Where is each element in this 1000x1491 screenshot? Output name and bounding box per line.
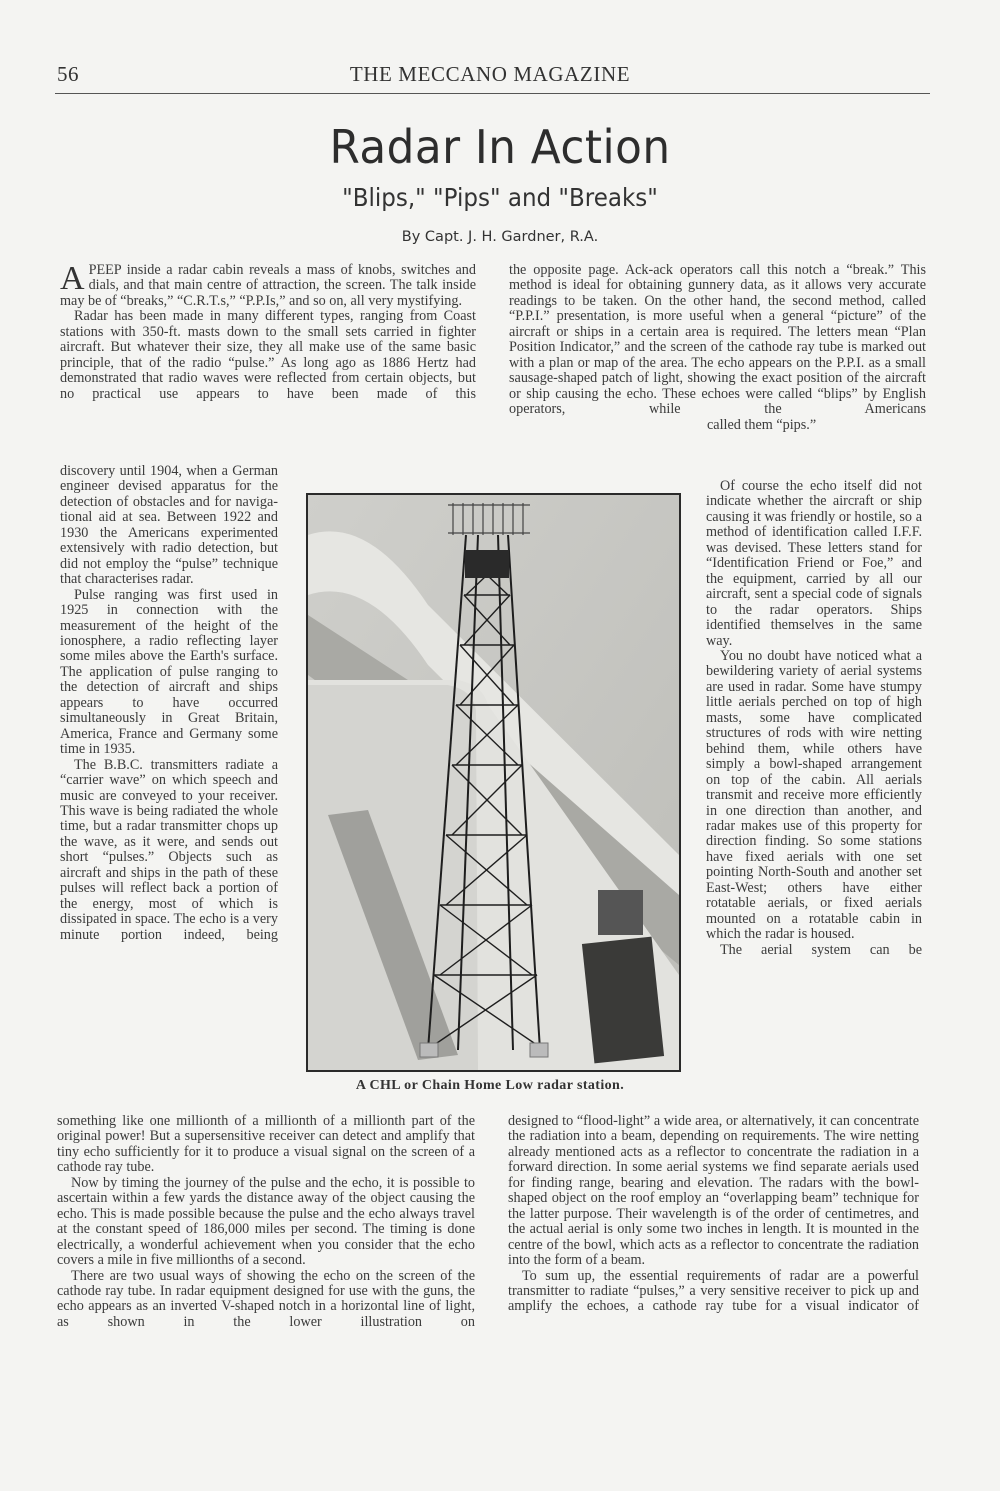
magazine-title: THE MECCANO MAGAZINE: [349, 62, 631, 86]
radar-station-photo: [306, 493, 681, 1072]
paragraph-start: The aerial system can be: [720, 941, 922, 958]
left-column-narrow: [60, 464, 278, 943]
paragraph: The B.B.C. transmitters radiate a “carrier wave” on which speech and music are conveyed to your receiver. This wave is being radiated the whole time, but a radar transmitter chops up the wave, as it were, and sends out short “pulses.” Objects such as aircraft and ships in the path of these pulses will reflect back a portion of the energy, most of which is dissipated in space. The echo is a very minute portion indeed, being: [60, 756, 278, 943]
drop-cap: A: [60, 260, 85, 297]
page-number: 56: [57, 62, 79, 86]
article-title: Radar In Action: [329, 120, 671, 174]
right-column-top: [509, 263, 926, 433]
paragraph-continued: designed to “flood-light” a wide area, or alternatively, it can concentrate the radiation into a beam, depending on requirements. The wire netting already mentioned acts as a reflector to concentrate the radiation in a forward direction. In some aerial systems we find separate aerials used for finding range, bearing and elevation. The radars with the bowl-shaped object on the roof employ an “overlapping beam” technique for the latter purpose. Their wavelength is of the order of centimetres, and the actual aerial is only some two inches in length. It is mounted in the centre of the bowl, which acts as a reflector to concentrate the radiation into the form of a beam.: [508, 1113, 919, 1269]
paragraph-continued: discovery until 1904, when a German engineer devised apparatus for the detection of obstacles and for navigational aid at sea. Between 1922 and 1930 the Americans experimented extensively with radio detection, but did not employ the “pulse” technique that characterises radar.: [60, 463, 278, 588]
photo-caption: A CHL or Chain Home Low radar station.: [355, 1078, 625, 1093]
paragraph-continued: the opposite page. Ack-ack operators call this notch a “break.” This method is ideal for obtaining gunnery data, as it allows very accurate readings to be taken. On the other hand, the second method, called “P.P.I.” presentation, is more useful when a general “picture” of the aircraft or ships in a certain area is required. The letters mean “Plan Position Indicator,” and the screen of the cathode ray tube is marked out with a plan or map of the area. The echo appears on the P.P.I. as a small sausage-shaped patch of light, showing the exact position of the aircraft or ship causing the echo. These echoes were called “blips” by English operators, while the Americans: [509, 262, 926, 418]
paragraph: Pulse ranging was first used in 1925 in connection with the measurement of the height of the ionosphere, a radio reflecting layer some miles above the Earth's surface. The application of pulse ranging to the detection of aircraft and ships appears to have occurred simultaneously in Great Britain, America, France and Germany some time in 1935.: [60, 586, 278, 758]
paragraph: There are two usual ways of showing the echo on the screen of the cathode ray tube. In radar equipment designed for use with the guns, the echo appears as an inverted V-shaped notch in a horizontal line of light, as shown in the lower illustration on: [57, 1267, 475, 1330]
paragraph-intro: [60, 260, 476, 309]
paragraph: Radar has been made in many different types, ranging from Coast stations with 350-ft. masts down to the small sets carried in fighter aircraft. But whatever their size, they all make use of the same basic principle, that of the radio “pulse.” As long ago as 1886 Hertz had demonstrated that radio waves were reflected from certain objects, but no practical use appears to have been made of this: [60, 308, 476, 402]
article-subtitle: "Blips," "Pips" and "Breaks": [342, 183, 658, 212]
right-column-narrow: [706, 479, 922, 958]
byline: By Capt. J. H. Gardner, R.A.: [401, 229, 599, 245]
radar-tower-illustration: [308, 495, 679, 1070]
building: [582, 937, 664, 1064]
tower-footing: [420, 1043, 438, 1057]
paragraph: Of course the echo itself did not indicate whether the aircraft or ship causing it was friendly or hostile, so a method of identification called I.F.F. was devised. These letters stand for “Identification Friend or Foe,” and the equipment, carried by all our aircraft, sent a special code of signals to the radar operators. Ships identified themselves in the same way.: [706, 478, 922, 649]
paragraph: To sum up, the essential requirements of radar are a powerful transmitter to radiate “pulses,” a very sensitive receiver to pick up and amplify the echoes, a cathode ray tube for a visual indicator of: [508, 1267, 919, 1315]
paragraph-tail: called them “pips.”: [707, 416, 817, 433]
left-column-bottom: [57, 1114, 475, 1330]
paragraph-continued: something like one millionth of a millionth of a millionth part of the original power! But a supersensitive receiver can detect and amplify that tiny echo sufficiently for it to produce a visual signal on the screen of a cathode ray tube.: [57, 1113, 475, 1176]
paragraph-text: PEEP inside a radar cabin reveals a mass of knobs, switches and dials, and that main centre of attraction, the screen. The talk inside may be of “breaks,” “C.R.T.s,” “P.P.Is,” and so on, all very mystifying.: [60, 262, 476, 309]
tower-platform: [465, 550, 509, 578]
right-column-bottom: [508, 1114, 919, 1315]
left-column-top: [60, 260, 476, 402]
field-area: [308, 685, 478, 1070]
paragraph: You no doubt have noticed what a bewildering variety of aerial systems are used in radar. Some have stumpy little aerials perched on top of high masts, some have complicated structures of rods with wire netting behind them, while others have simply a bowl-shaped arrangement on top of the cabin. All aerials transmit and receive more efficiently in one direction than another, and radar makes use of this property for direction finding. So some stations have fixed aerials with one set pointing North-South and another set East-West; others have either rotatable aerials, or fixed aerials mounted on a rotatable cabin in which the radar is housed.: [706, 647, 922, 943]
paragraph: Now by timing the journey of the pulse and the echo, it is possible to ascertain within a few yards the distance away of the object causing the echo. This is made possible because the pulse and the echo always travel at the constant speed of 186,000 miles per second. The timing is done electrically, a wonderful achievement when you consider that the echo covers a mile in five millionths of a second.: [57, 1174, 475, 1269]
building-aerial: [598, 890, 643, 935]
tower-footing: [530, 1043, 548, 1057]
header-rule: [55, 93, 930, 94]
